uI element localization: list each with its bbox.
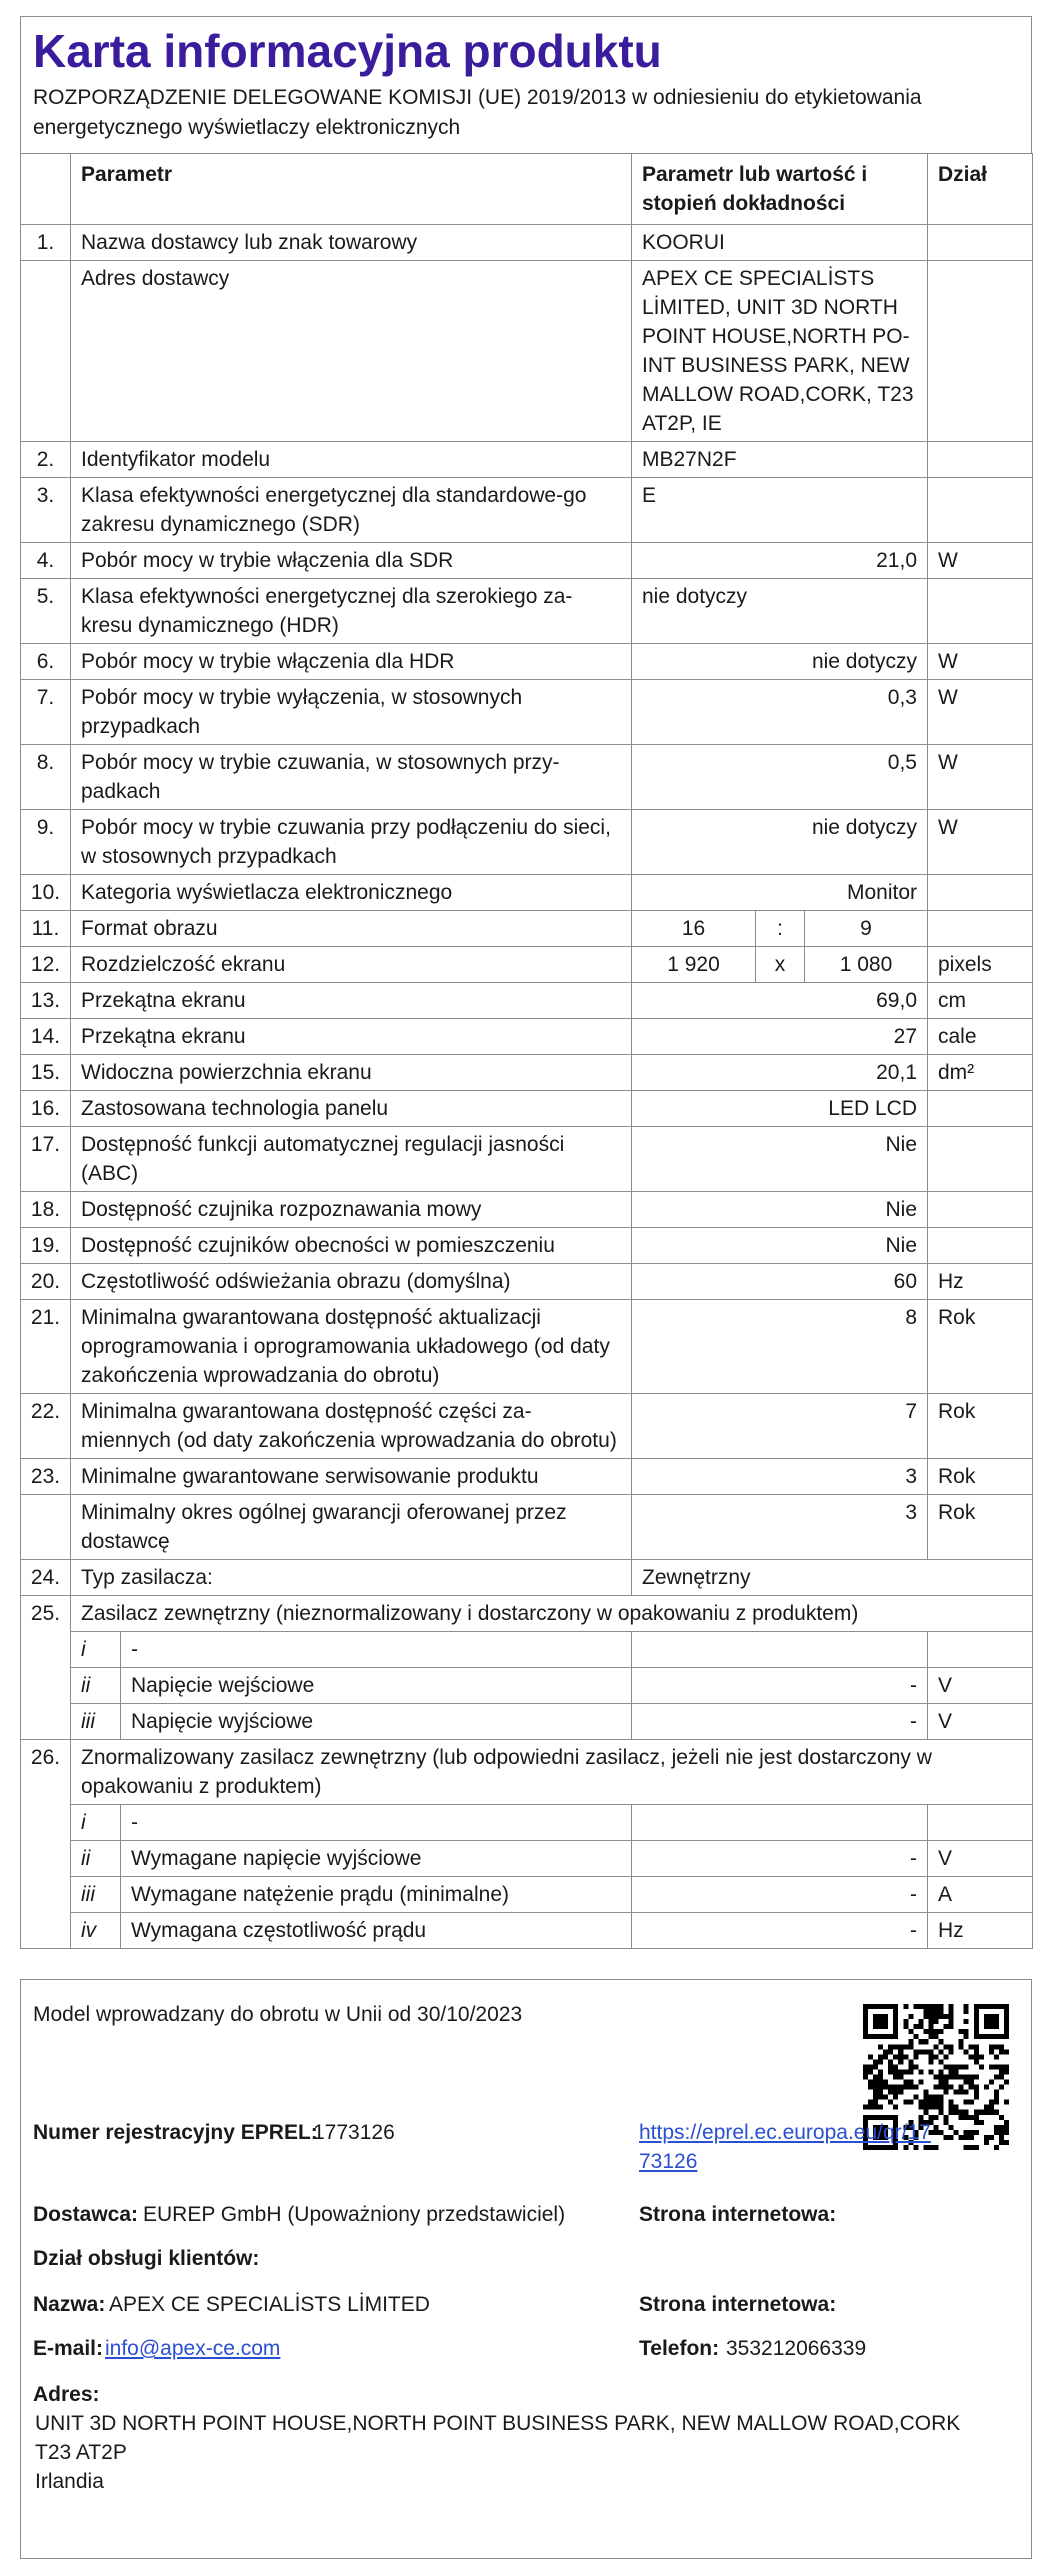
table-row (21, 911, 1033, 947)
subrow-label: Wymagane napięcie wyjściowe (121, 1841, 632, 1877)
row-parameter: Dostępność czujników obecności w pomieszczeniu (71, 1228, 632, 1264)
row-number: 18. (21, 1192, 71, 1228)
header-value: Parametr lub wartość i stopień dokładności (632, 154, 928, 225)
row-unit (928, 875, 1033, 911)
row-parameter: Znormalizowany zasilacz zewnętrzny (lub odpowiedni zasilacz, jeżeli nie jest dostarczony w opakowaniu z produktem) (71, 1740, 1033, 1805)
table-row (21, 1192, 1033, 1228)
subrow-index: i (71, 1805, 121, 1841)
row-unit: Rok (928, 1394, 1033, 1459)
table-row (21, 1596, 1033, 1632)
row-unit: pixels (928, 947, 1033, 983)
row-value: nie dotyczy (632, 579, 928, 644)
row-unit: W (928, 745, 1033, 810)
row-value: 60 (632, 1264, 928, 1300)
row-parameter: Częstotliwość odświeżania obrazu (domyślna) (71, 1264, 632, 1300)
subrow-index: iv (71, 1913, 121, 1949)
row-value: KOORUI (632, 225, 928, 261)
page-title: Karta informacyjna produktu (33, 25, 662, 77)
row-number: 22. (21, 1394, 71, 1459)
table-row (21, 543, 1033, 579)
table-row (21, 1740, 1033, 1805)
table-row (21, 1560, 1033, 1596)
phone-label: Telefon: (639, 2337, 720, 2360)
row-parameter: Dostępność funkcji automatycznej regulacji jasności (ABC) (71, 1127, 632, 1192)
row-value: 3 (632, 1495, 928, 1560)
row-unit (928, 1192, 1033, 1228)
row-value: nie dotyczy (632, 644, 928, 680)
row-number: 26. (21, 1740, 71, 1949)
subrow-value: - (632, 1841, 928, 1877)
subrow-index: i (71, 1632, 121, 1668)
subrow-index: ii (71, 1668, 121, 1704)
subrow-unit (928, 1805, 1033, 1841)
row-value: Nie (632, 1228, 928, 1264)
row-value: E (632, 478, 928, 543)
row-unit: Hz (928, 1264, 1033, 1300)
subrow-label: Wymagane natężenie prądu (minimalne) (121, 1877, 632, 1913)
row-unit: W (928, 644, 1033, 680)
row-value: 7 (632, 1394, 928, 1459)
eprel-value: 1773126 (313, 2121, 395, 2144)
row-parameter: Klasa efektywności energetycznej dla szerokiego za-kresu dynamicznego (HDR) (71, 579, 632, 644)
table-subrow (21, 1632, 1033, 1668)
row-unit (928, 1091, 1033, 1127)
row-number: 23. (21, 1459, 71, 1495)
email-label: E-mail: (33, 2337, 104, 2360)
row-unit: dm² (928, 1055, 1033, 1091)
subrow-label: Napięcie wejściowe (121, 1668, 632, 1704)
row-value-first: 1 920 (632, 947, 756, 983)
table-row (21, 1228, 1033, 1264)
subrow-value (632, 1632, 928, 1668)
table-row (21, 1300, 1033, 1394)
table-row (21, 225, 1033, 261)
subrow-unit: V (928, 1841, 1033, 1877)
row-unit: Rok (928, 1495, 1033, 1560)
row-number: 16. (21, 1091, 71, 1127)
row-parameter: Format obrazu (71, 911, 632, 947)
row-number: 6. (21, 644, 71, 680)
row-value: APEX CE SPECIALİSTS LİMITED, UNIT 3D NORTH POINT HOUSE,NORTH PO-INT BUSINESS PARK, NEW MALLOW ROAD,CORK, T23 AT2P, IE (632, 261, 928, 442)
row-number: 3. (21, 478, 71, 543)
table-row (21, 1394, 1033, 1459)
row-number (21, 1495, 71, 1560)
row-parameter: Widoczna powierzchnia ekranu (71, 1055, 632, 1091)
row-parameter: Pobór mocy w trybie czuwania, w stosownych przy-padkach (71, 745, 632, 810)
table-subrow (21, 1704, 1033, 1740)
subrow-label: - (121, 1805, 632, 1841)
table-row (21, 1091, 1033, 1127)
table-row (21, 644, 1033, 680)
table-subrow (21, 1668, 1033, 1704)
regulation-subtitle: ROZPORZĄDZENIE DELEGOWANE KOMISJI (UE) 2019/2013 w odniesieniu do etykietowania energetycznego wyświetlaczy elektronicznych (33, 86, 922, 139)
address-line-2: T23 AT2P (35, 2441, 127, 2464)
subrow-value: - (632, 1668, 928, 1704)
table-row (21, 442, 1033, 478)
row-value: 0,3 (632, 680, 928, 745)
table-subrow (21, 1913, 1033, 1949)
row-unit: Rok (928, 1300, 1033, 1394)
row-unit: cm (928, 983, 1033, 1019)
row-number: 7. (21, 680, 71, 745)
row-unit: W (928, 680, 1033, 745)
row-unit: cale (928, 1019, 1033, 1055)
footer-box (20, 1979, 1032, 2559)
row-value: 3 (632, 1459, 928, 1495)
row-value: Monitor (632, 875, 928, 911)
name-label: Nazwa: (33, 2293, 106, 2316)
row-value: 0,5 (632, 745, 928, 810)
row-number: 10. (21, 875, 71, 911)
service-website-label: Strona internetowa: (639, 2293, 837, 2316)
row-value: nie dotyczy (632, 810, 928, 875)
row-unit (928, 442, 1033, 478)
row-parameter: Dostępność czujnika rozpoznawania mowy (71, 1192, 632, 1228)
table-subrow (21, 1877, 1033, 1913)
row-unit (928, 225, 1033, 261)
supplier-value: EUREP GmbH (Upoważniony przedstawiciel) (143, 2203, 566, 2226)
row-parameter: Rozdzielczość ekranu (71, 947, 632, 983)
table-row (21, 478, 1033, 543)
row-number: 8. (21, 745, 71, 810)
row-value: Nie (632, 1192, 928, 1228)
eprel-link-line1[interactable]: https://eprel.ec.europa.eu/qr/17 (639, 2121, 931, 2144)
row-parameter: Pobór mocy w trybie czuwania przy podłączeniu do sieci, w stosownych przypadkach (71, 810, 632, 875)
subrow-value: - (632, 1877, 928, 1913)
row-value: 69,0 (632, 983, 928, 1019)
row-value: Zewnętrzny (632, 1560, 1033, 1596)
row-parameter: Kategoria wyświetlacza elektronicznego (71, 875, 632, 911)
row-number: 14. (21, 1019, 71, 1055)
row-number: 24. (21, 1560, 71, 1596)
row-parameter: Pobór mocy w trybie wyłączenia, w stosownych przypadkach (71, 680, 632, 745)
row-unit: W (928, 810, 1033, 875)
row-parameter: Minimalna gwarantowana dostępność aktualizacji oprogramowania i oprogramowania układowego (od daty zakończenia wprowadzania do obrotu) (71, 1300, 632, 1394)
row-value-second: 9 (805, 911, 928, 947)
table-row (21, 947, 1033, 983)
row-parameter: Przekątna ekranu (71, 1019, 632, 1055)
header-parameter: Parametr (71, 154, 632, 225)
row-unit (928, 478, 1033, 543)
row-parameter: Zastosowana technologia panelu (71, 1091, 632, 1127)
parameters-table (20, 153, 1033, 1949)
row-parameter: Adres dostawcy (71, 261, 632, 442)
row-value-first: 16 (632, 911, 756, 947)
row-number: 1. (21, 225, 71, 261)
subrow-value (632, 1805, 928, 1841)
row-unit (928, 1127, 1033, 1192)
subrow-unit: V (928, 1668, 1033, 1704)
address-label: Adres: (33, 2383, 100, 2406)
table-row (21, 579, 1033, 644)
subrow-label: - (121, 1632, 632, 1668)
row-parameter: Minimalne gwarantowane serwisowanie produktu (71, 1459, 632, 1495)
row-parameter: Minimalny okres ogólnej gwarancji oferowanej przez dostawcę (71, 1495, 632, 1560)
row-number: 21. (21, 1300, 71, 1394)
subrow-value: - (632, 1704, 928, 1740)
header-unit: Dział (928, 154, 1033, 225)
row-number: 13. (21, 983, 71, 1019)
table-row (21, 875, 1033, 911)
row-parameter: Nazwa dostawcy lub znak towarowy (71, 225, 632, 261)
row-value: Nie (632, 1127, 928, 1192)
table-subrow (21, 1841, 1033, 1877)
row-value: MB27N2F (632, 442, 928, 478)
market-date-text: Model wprowadzany do obrotu w Unii od 30/10/2023 (33, 2003, 523, 2026)
table-row (21, 983, 1033, 1019)
name-value: APEX CE SPECIALİSTS LİMITED (109, 2293, 430, 2316)
table-row (21, 1495, 1033, 1560)
row-number: 15. (21, 1055, 71, 1091)
subrow-index: iii (71, 1877, 121, 1913)
row-number (21, 261, 71, 442)
table-body (21, 225, 1033, 1949)
product-information-sheet (20, 16, 1032, 2559)
supplier-website-label: Strona internetowa: (639, 2203, 837, 2226)
eprel-label: Numer rejestracyjny EPREL: (33, 2121, 318, 2144)
table-row (21, 680, 1033, 745)
subrow-label: Wymagana częstotliwość prądu (121, 1913, 632, 1949)
phone-value: 353212066339 (726, 2337, 867, 2360)
row-value: 8 (632, 1300, 928, 1394)
row-parameter: Zasilacz zewnętrzny (nieznormalizowany i dostarczony w opakowaniu z produktem) (71, 1596, 1033, 1632)
row-unit (928, 579, 1033, 644)
subrow-unit: V (928, 1704, 1033, 1740)
subrow-index: iii (71, 1704, 121, 1740)
supplier-label: Dostawca: (33, 2203, 139, 2226)
row-number: 19. (21, 1228, 71, 1264)
subrow-unit: Hz (928, 1913, 1033, 1949)
table-header-row (21, 154, 1033, 225)
row-number: 20. (21, 1264, 71, 1300)
row-unit: W (928, 543, 1033, 579)
subrow-unit: A (928, 1877, 1033, 1913)
subrow-label: Napięcie wyjściowe (121, 1704, 632, 1740)
row-value: LED LCD (632, 1091, 928, 1127)
email-link[interactable]: info@apex-ce.com (105, 2337, 281, 2360)
row-value-separator: x (756, 947, 805, 983)
table-row (21, 261, 1033, 442)
table-row (21, 1264, 1033, 1300)
row-unit (928, 261, 1033, 442)
row-unit (928, 1228, 1033, 1264)
row-number: 12. (21, 947, 71, 983)
row-number: 11. (21, 911, 71, 947)
customer-service-label: Dział obsługi klientów: (33, 2247, 260, 2270)
address-line-1: UNIT 3D NORTH POINT HOUSE,NORTH POINT BUSINESS PARK, NEW MALLOW ROAD,CORK (35, 2412, 961, 2435)
eprel-link-line2[interactable]: 73126 (639, 2150, 698, 2173)
row-parameter: Pobór mocy w trybie włączenia dla SDR (71, 543, 632, 579)
row-number: 25. (21, 1596, 71, 1740)
row-value: 21,0 (632, 543, 928, 579)
row-parameter: Przekątna ekranu (71, 983, 632, 1019)
row-value: 20,1 (632, 1055, 928, 1091)
table-row (21, 1019, 1033, 1055)
row-unit: Rok (928, 1459, 1033, 1495)
table-row (21, 1127, 1033, 1192)
row-value-second: 1 080 (805, 947, 928, 983)
row-parameter: Identyfikator modelu (71, 442, 632, 478)
table-row (21, 745, 1033, 810)
row-number: 5. (21, 579, 71, 644)
row-value: 27 (632, 1019, 928, 1055)
table-row (21, 810, 1033, 875)
row-unit (928, 911, 1033, 947)
header-num (21, 154, 71, 225)
table-row (21, 1055, 1033, 1091)
row-number: 2. (21, 442, 71, 478)
row-number: 4. (21, 543, 71, 579)
row-number: 17. (21, 1127, 71, 1192)
row-parameter: Typ zasilacza: (71, 1560, 632, 1596)
subrow-index: ii (71, 1841, 121, 1877)
table-row (21, 1459, 1033, 1495)
table-subrow (21, 1805, 1033, 1841)
row-value-separator: : (756, 911, 805, 947)
row-parameter: Pobór mocy w trybie włączenia dla HDR (71, 644, 632, 680)
row-parameter: Klasa efektywności energetycznej dla standardowe-go zakresu dynamicznego (SDR) (71, 478, 632, 543)
sheet-header (20, 16, 1032, 153)
row-number: 9. (21, 810, 71, 875)
subrow-unit (928, 1632, 1033, 1668)
row-parameter: Minimalna gwarantowana dostępność części za-miennych (od daty zakończenia wprowadzania do obrotu) (71, 1394, 632, 1459)
subrow-value: - (632, 1913, 928, 1949)
address-line-3: Irlandia (35, 2470, 104, 2493)
